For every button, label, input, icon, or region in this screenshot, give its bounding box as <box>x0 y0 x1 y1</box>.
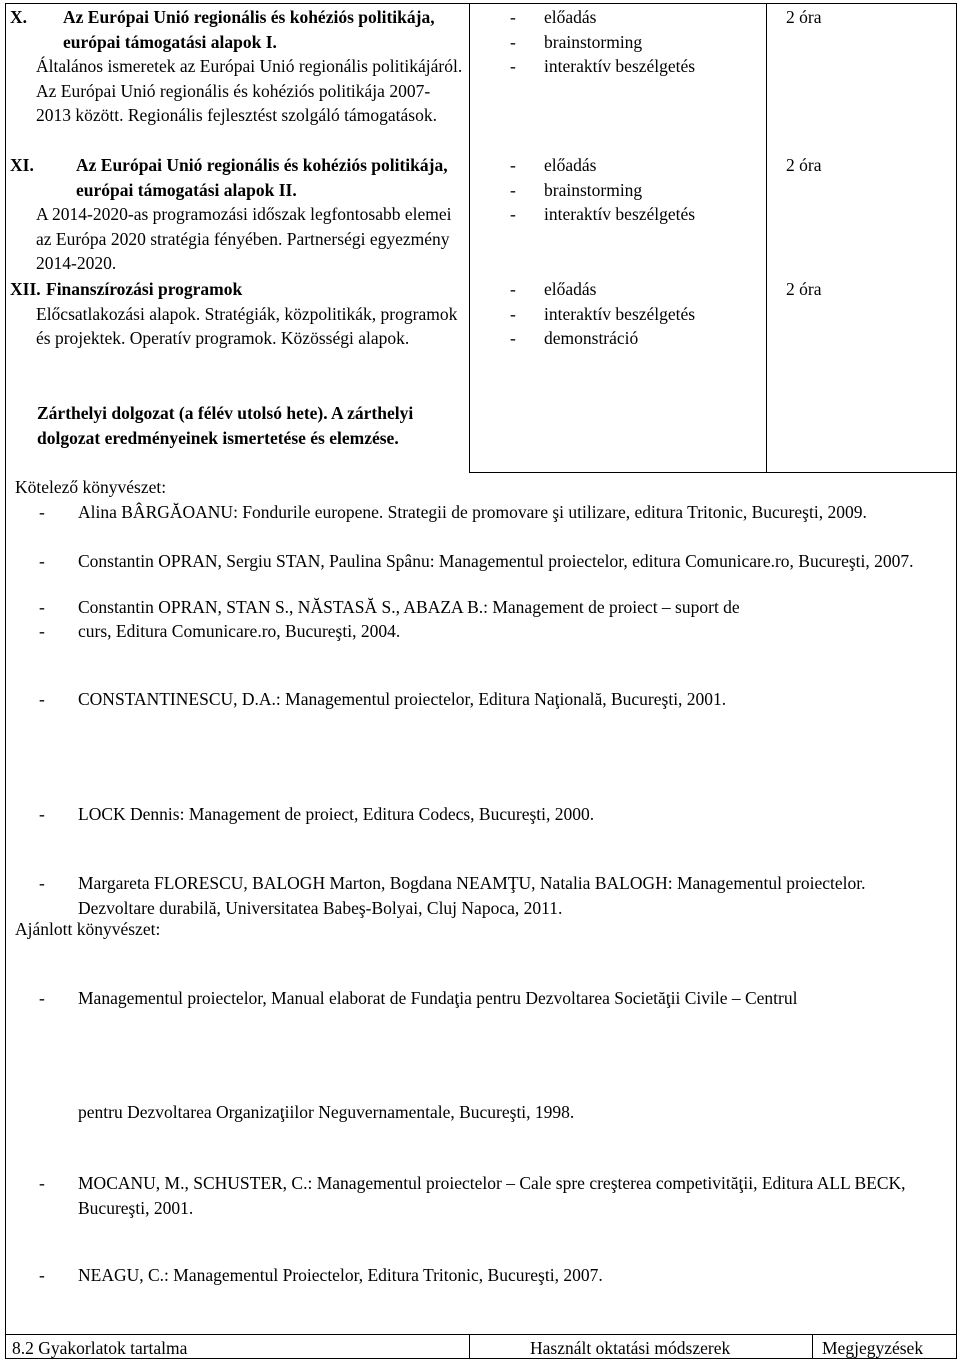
bib-item: - MOCANU, M., SCHUSTER, C.: Managementul proiectelor – Cale spre creşterea competivităţii, Editura ALL BECK, Bucureşti, 2001. <box>39 1173 906 1218</box>
methods-row-12 <box>510 277 760 351</box>
method-item: - interaktív beszélgetés <box>510 204 696 224</box>
hours-row-12: 2 óra <box>786 279 822 299</box>
topic-title: Finanszírozási programok <box>46 279 243 299</box>
bib-item: - NEAGU, C.: Managementul Proiectelor, Editura Tritonic, Bucureşti, 2007. <box>39 1265 603 1285</box>
methods-row-10 <box>510 5 760 79</box>
hours-row-11: 2 óra <box>786 155 822 175</box>
footer-methods: Használt oktatási módszerek <box>530 1338 731 1358</box>
topic-number: X. <box>10 7 28 27</box>
hours-row-10: 2 óra <box>786 7 822 27</box>
footer-practice-content: 8.2 Gyakorlatok tartalma <box>12 1338 188 1358</box>
topic-number: XI. <box>10 155 34 175</box>
table-left-border <box>5 3 6 1359</box>
column-divider-1 <box>469 3 470 472</box>
footer-divider-1 <box>469 1334 470 1359</box>
row-divider <box>469 472 957 473</box>
bib-item: - LOCK Dennis: Management de proiect, Editura Codecs, Bucureşti, 2000. <box>39 804 595 824</box>
column-divider-2 <box>766 3 767 472</box>
footer-divider-2 <box>812 1334 813 1359</box>
method-item: - demonstráció <box>510 328 639 348</box>
bib-item-continuation: pentru Dezvoltarea Organizaţiilor Neguvernamentale, Bucureşti, 1998. <box>78 1102 575 1122</box>
table-top-border <box>5 3 957 4</box>
topic-title: Az Európai Unió regionális és kohéziós politikája, európai támogatási alapok I. <box>63 7 435 52</box>
method-item: - előadás <box>510 155 597 175</box>
topic-description: A 2014-2020-as programozási időszak legfontosabb elemei az Európa 2020 stratégia fényében. Partnerségi egyezmény 2014-2020. <box>36 204 452 273</box>
method-item: - előadás <box>510 279 597 299</box>
topic-title: Az Európai Unió regionális és kohéziós politikája, európai támogatási alapok II. <box>76 155 448 200</box>
footer-notes: Megjegyzések <box>822 1338 924 1358</box>
exam-note: Zárthelyi dolgozat (a félév utolsó hete). A zárthelyi dolgozat eredményeinek ismertetése és elemzése. <box>37 403 414 448</box>
topic-number: XII. <box>10 279 41 299</box>
bib-item: - Alina BÂRGĂOANU: Fondurile europene. Strategii de promovare şi utilizare, editura Tritonic, Bucureşti, 2009. <box>39 502 867 522</box>
bib-item: - Constantin OPRAN, Sergiu STAN, Paulina Spânu: Managementul proiectelor, editura Comunicare.ro, Bucureşti, 2007. <box>39 551 914 571</box>
topic-description: Előcsatlakozási alapok. Stratégiák, közpolitikák, programok és projektek. Operatív programok. Közösségi alapok. <box>36 303 458 348</box>
bib-item: - Margareta FLORESCU, BALOGH Marton, Bogdana NEAMŢU, Natalia BALOGH: Managementul proiectelor. Dezvoltare durabilă, Universitatea Babeş-Bolyai, Cluj Napoca, 2011. <box>39 873 866 918</box>
method-item: - előadás <box>510 7 597 27</box>
mandatory-bibliography-heading: Kötelező könyvészet: <box>15 477 167 497</box>
topic-description: Általános ismeretek az Európai Unió regionális politikájáról. Az Európai Unió regionális és kohéziós politikája 2007-2013 között. Regionális fejlesztést szolgáló támogatások. <box>36 56 463 125</box>
recommended-bibliography-heading: Ajánlott könyvészet: <box>15 919 161 939</box>
method-item: - brainstorming <box>510 31 643 52</box>
bib-item: - curs, Editura Comunicare.ro, Bucureşti, 2004. <box>39 621 401 641</box>
bib-item: - CONSTANTINESCU, D.A.: Managementul proiectelor, Editura Naţională, Bucureşti, 2001. <box>39 689 727 709</box>
table-right-border <box>956 3 957 1359</box>
method-item: - brainstorming <box>510 179 643 200</box>
methods-row-11 <box>510 153 760 227</box>
bib-item: - Managementul proiectelor, Manual elaborat de Fundaţia pentru Dezvoltarea Societăţii Civile – Centrul <box>39 988 798 1008</box>
method-item: - interaktív beszélgetés <box>510 56 696 76</box>
method-item: - interaktív beszélgetés <box>510 303 696 324</box>
section-divider <box>5 1334 957 1335</box>
bib-item: - Constantin OPRAN, STAN S., NĂSTASĂ S., ABAZA B.: Management de proiect – suport de <box>39 597 740 617</box>
